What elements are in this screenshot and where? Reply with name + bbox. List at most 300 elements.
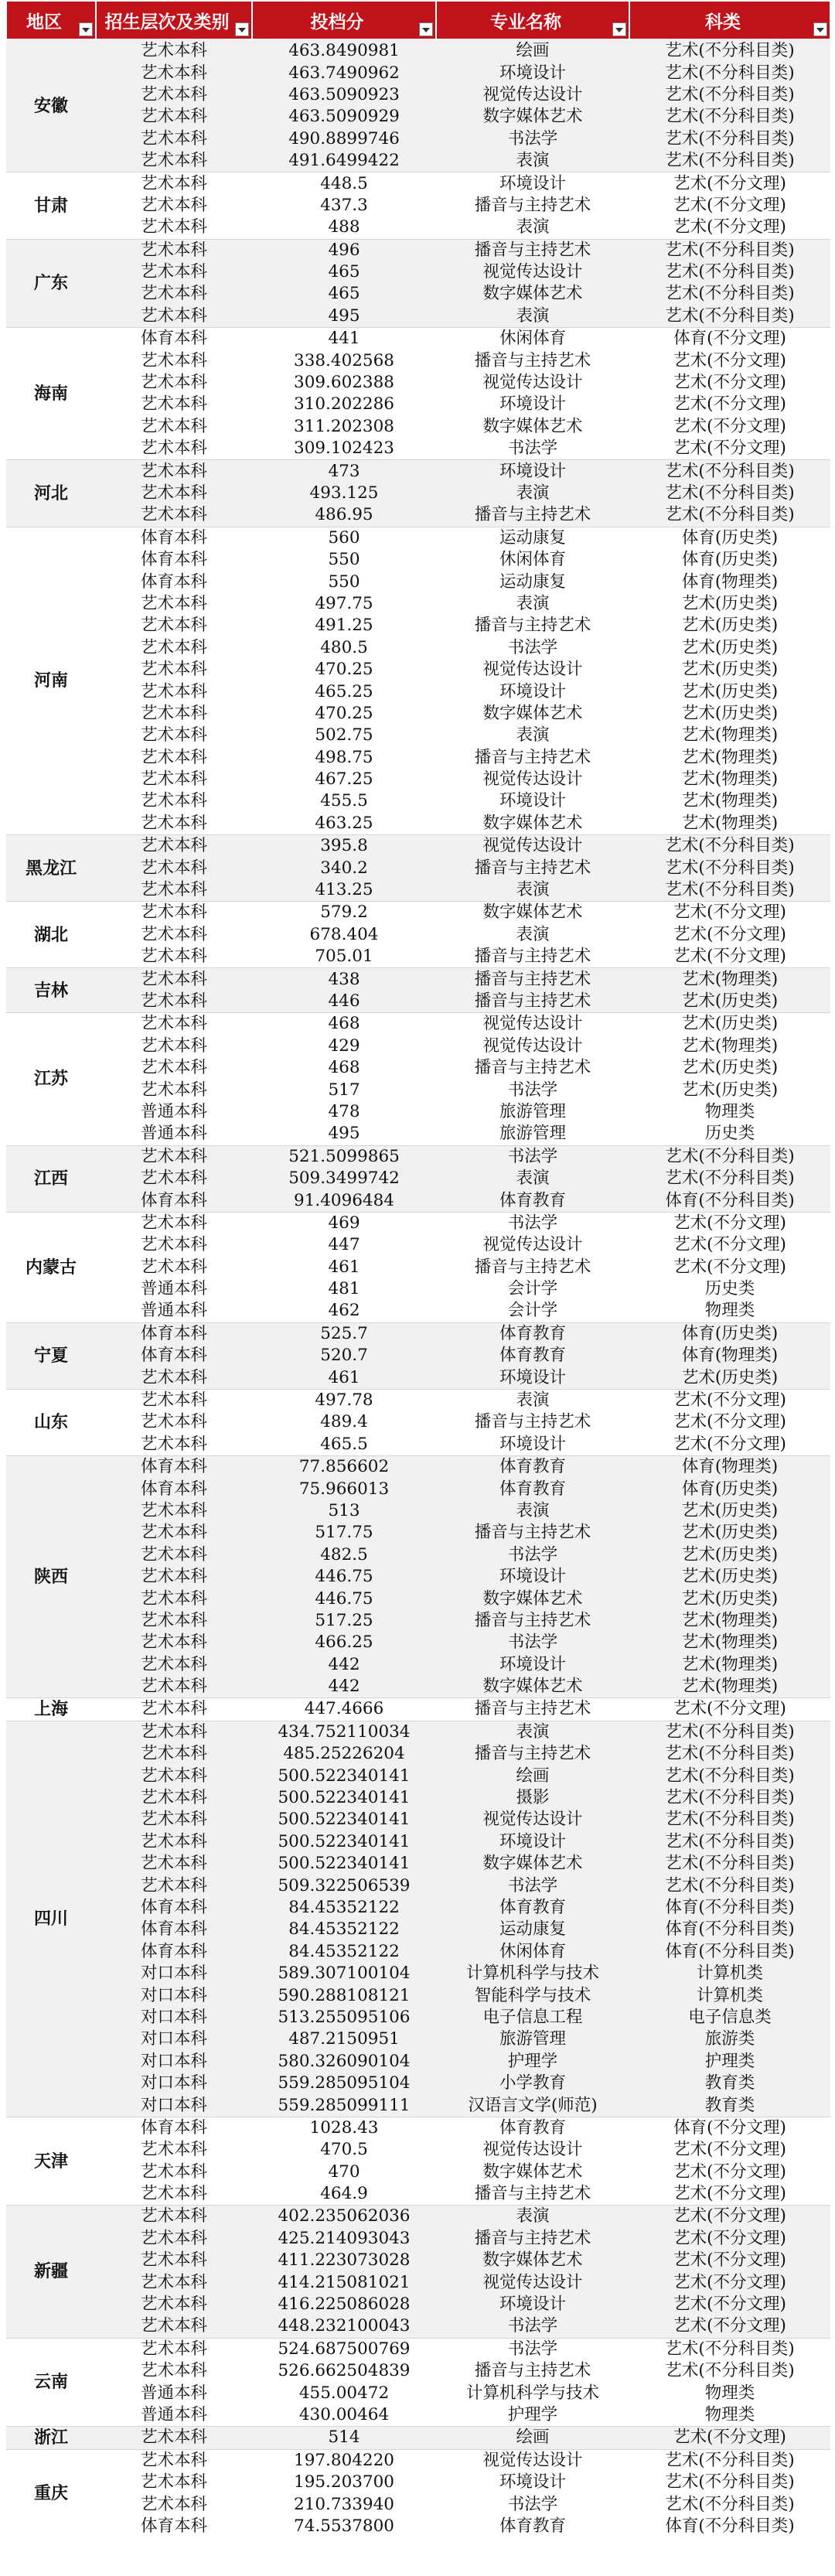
- region-cell[interactable]: 河北: [6, 460, 96, 527]
- score-cell[interactable]: 446: [252, 991, 436, 1013]
- major-cell[interactable]: 运动康复: [436, 571, 629, 592]
- category-cell[interactable]: 普通本科: [96, 1123, 252, 1145]
- filter-dropdown-icon[interactable]: [419, 22, 433, 36]
- major-cell[interactable]: 绘画: [436, 39, 629, 62]
- score-cell[interactable]: 463.25: [252, 813, 436, 835]
- category-cell[interactable]: 艺术本科: [96, 2472, 252, 2493]
- subject-type-cell[interactable]: 艺术(不分科目类): [629, 2493, 830, 2515]
- major-cell[interactable]: 数字媒体艺术: [436, 2161, 629, 2183]
- category-cell[interactable]: 艺术本科: [96, 1566, 252, 1588]
- category-cell[interactable]: 艺术本科: [96, 1831, 252, 1853]
- major-cell[interactable]: 播音与主持艺术: [436, 1256, 629, 1278]
- subject-type-cell[interactable]: 艺术(不分科目类): [629, 305, 830, 328]
- category-cell[interactable]: 艺术本科: [96, 902, 252, 924]
- region-cell[interactable]: 宁夏: [6, 1322, 96, 1389]
- subject-type-cell[interactable]: 艺术(不分科目类): [629, 2360, 830, 2382]
- score-cell[interactable]: 441: [252, 328, 436, 350]
- score-cell[interactable]: 491.25: [252, 615, 436, 636]
- score-cell[interactable]: 517.75: [252, 1522, 436, 1544]
- major-cell[interactable]: 环境设计: [436, 1831, 629, 1853]
- score-cell[interactable]: 705.01: [252, 946, 436, 968]
- major-cell[interactable]: 汉语言文学(师范): [436, 2094, 629, 2117]
- region-cell[interactable]: 山东: [6, 1389, 96, 1455]
- major-cell[interactable]: 视觉传达设计: [436, 1234, 629, 1256]
- region-cell[interactable]: 江苏: [6, 1013, 96, 1145]
- score-cell[interactable]: 414.215081021: [252, 2271, 436, 2293]
- subject-type-cell[interactable]: 艺术(不分文理): [629, 1389, 830, 1411]
- subject-type-cell[interactable]: 艺术(物理类): [629, 1632, 830, 1653]
- category-cell[interactable]: 艺术本科: [96, 261, 252, 283]
- subject-type-cell[interactable]: 计算机类: [629, 1984, 830, 2006]
- major-cell[interactable]: 数字媒体艺术: [436, 1853, 629, 1875]
- score-cell[interactable]: 517.25: [252, 1610, 436, 1632]
- category-cell[interactable]: 艺术本科: [96, 1434, 252, 1456]
- category-cell[interactable]: 艺术本科: [96, 1632, 252, 1653]
- subject-type-cell[interactable]: 艺术(不分文理): [629, 1234, 830, 1256]
- subject-type-cell[interactable]: 艺术(不分文理): [629, 350, 830, 371]
- subject-type-cell[interactable]: 体育(历史类): [629, 1322, 830, 1345]
- category-cell[interactable]: 艺术本科: [96, 1145, 252, 1168]
- category-cell[interactable]: 艺术本科: [96, 835, 252, 858]
- score-cell[interactable]: 470: [252, 2161, 436, 2183]
- major-cell[interactable]: 运动康复: [436, 527, 629, 549]
- score-cell[interactable]: 500.522340141: [252, 1809, 436, 1830]
- major-cell[interactable]: 播音与主持艺术: [436, 350, 629, 371]
- subject-type-cell[interactable]: 体育(物理类): [629, 1345, 830, 1366]
- category-cell[interactable]: 艺术本科: [96, 1743, 252, 1765]
- category-cell[interactable]: 艺术本科: [96, 106, 252, 128]
- category-cell[interactable]: 艺术本科: [96, 1698, 252, 1721]
- subject-type-cell[interactable]: 物理类: [629, 2404, 830, 2427]
- subject-type-cell[interactable]: 艺术(不分文理): [629, 1411, 830, 1433]
- category-cell[interactable]: 艺术本科: [96, 195, 252, 217]
- score-cell[interactable]: 197.804220: [252, 2449, 436, 2472]
- score-cell[interactable]: 77.856602: [252, 1456, 436, 1479]
- subject-type-cell[interactable]: 艺术(物理类): [629, 1036, 830, 1057]
- filter-dropdown-icon[interactable]: [235, 22, 249, 36]
- category-cell[interactable]: 艺术本科: [96, 1809, 252, 1830]
- subject-type-cell[interactable]: 艺术(历史类): [629, 1079, 830, 1100]
- category-cell[interactable]: 艺术本科: [96, 2206, 252, 2228]
- category-cell[interactable]: 普通本科: [96, 1278, 252, 1300]
- category-cell[interactable]: 艺术本科: [96, 2161, 252, 2183]
- score-cell[interactable]: 486.95: [252, 504, 436, 527]
- subject-type-cell[interactable]: 艺术(不分科目类): [629, 1853, 830, 1875]
- score-cell[interactable]: 210.733940: [252, 2493, 436, 2515]
- subject-type-cell[interactable]: 艺术(历史类): [629, 1013, 830, 1036]
- score-cell[interactable]: 500.522340141: [252, 1831, 436, 1853]
- score-cell[interactable]: 513.255095106: [252, 2007, 436, 2028]
- major-cell[interactable]: 播音与主持艺术: [436, 991, 629, 1013]
- subject-type-cell[interactable]: 艺术(不分文理): [629, 217, 830, 239]
- region-cell[interactable]: 重庆: [6, 2449, 96, 2537]
- major-cell[interactable]: 摄影: [436, 1787, 629, 1809]
- subject-type-cell[interactable]: 艺术(不分科目类): [629, 1809, 830, 1830]
- score-cell[interactable]: 434.752110034: [252, 1721, 436, 1743]
- region-cell[interactable]: 新疆: [6, 2206, 96, 2338]
- subject-type-cell[interactable]: 体育(物理类): [629, 1456, 830, 1479]
- category-cell[interactable]: 艺术本科: [96, 2139, 252, 2161]
- category-cell[interactable]: 艺术本科: [96, 1544, 252, 1566]
- subject-type-cell[interactable]: 艺术(不分文理): [629, 2271, 830, 2293]
- score-cell[interactable]: 550: [252, 571, 436, 592]
- score-cell[interactable]: 465: [252, 261, 436, 283]
- category-cell[interactable]: 艺术本科: [96, 1057, 252, 1079]
- score-cell[interactable]: 462: [252, 1300, 436, 1322]
- subject-type-cell[interactable]: 艺术(不分科目类): [629, 2449, 830, 2472]
- category-cell[interactable]: 对口本科: [96, 2007, 252, 2028]
- header-score[interactable]: [252, 1, 436, 39]
- header-region[interactable]: [6, 1, 96, 39]
- score-cell[interactable]: 395.8: [252, 835, 436, 858]
- major-cell[interactable]: 书法学: [436, 1875, 629, 1896]
- subject-type-cell[interactable]: 艺术(不分科目类): [629, 128, 830, 150]
- header-category[interactable]: [96, 1, 252, 39]
- score-cell[interactable]: 448.232100043: [252, 2315, 436, 2338]
- score-cell[interactable]: 490.8899746: [252, 128, 436, 150]
- category-cell[interactable]: 艺术本科: [96, 790, 252, 812]
- score-cell[interactable]: 488: [252, 217, 436, 239]
- major-cell[interactable]: 旅游管理: [436, 1123, 629, 1145]
- major-cell[interactable]: 播音与主持艺术: [436, 946, 629, 968]
- region-cell[interactable]: 湖北: [6, 902, 96, 968]
- category-cell[interactable]: 艺术本科: [96, 305, 252, 328]
- major-cell[interactable]: 书法学: [436, 1079, 629, 1100]
- score-cell[interactable]: 311.202308: [252, 416, 436, 438]
- major-cell[interactable]: 表演: [436, 217, 629, 239]
- category-cell[interactable]: 艺术本科: [96, 857, 252, 879]
- header-subject-type[interactable]: [629, 1, 830, 39]
- category-cell[interactable]: 对口本科: [96, 1984, 252, 2006]
- region-cell[interactable]: 云南: [6, 2338, 96, 2427]
- major-cell[interactable]: 绘画: [436, 2427, 629, 2449]
- score-cell[interactable]: 513: [252, 1500, 436, 1522]
- major-cell[interactable]: 体育教育: [436, 2117, 629, 2139]
- category-cell[interactable]: 体育本科: [96, 1941, 252, 1963]
- subject-type-cell[interactable]: 物理类: [629, 2382, 830, 2404]
- major-cell[interactable]: 休闲体育: [436, 549, 629, 571]
- subject-type-cell[interactable]: 艺术(物理类): [629, 790, 830, 812]
- major-cell[interactable]: 视觉传达设计: [436, 2271, 629, 2293]
- subject-type-cell[interactable]: 艺术(历史类): [629, 1544, 830, 1566]
- score-cell[interactable]: 480.5: [252, 637, 436, 659]
- major-cell[interactable]: 会计学: [436, 1278, 629, 1300]
- category-cell[interactable]: 艺术本科: [96, 394, 252, 415]
- subject-type-cell[interactable]: 艺术(不分文理): [629, 2294, 830, 2315]
- score-cell[interactable]: 470.25: [252, 703, 436, 725]
- score-cell[interactable]: 590.288108121: [252, 1984, 436, 2006]
- score-cell[interactable]: 438: [252, 968, 436, 991]
- major-cell[interactable]: 播音与主持艺术: [436, 1743, 629, 1765]
- score-cell[interactable]: 487.2150951: [252, 2028, 436, 2050]
- major-cell[interactable]: 书法学: [436, 1145, 629, 1168]
- subject-type-cell[interactable]: 艺术(不分文理): [629, 2228, 830, 2250]
- filter-dropdown-icon[interactable]: [612, 22, 626, 36]
- score-cell[interactable]: 465: [252, 283, 436, 305]
- category-cell[interactable]: 艺术本科: [96, 2271, 252, 2293]
- score-cell[interactable]: 524.687500769: [252, 2338, 436, 2360]
- category-cell[interactable]: 艺术本科: [96, 1654, 252, 1676]
- category-cell[interactable]: 艺术本科: [96, 2183, 252, 2206]
- category-cell[interactable]: 体育本科: [96, 2516, 252, 2537]
- region-cell[interactable]: 河南: [6, 527, 96, 834]
- subject-type-cell[interactable]: 艺术(历史类): [629, 991, 830, 1013]
- category-cell[interactable]: 艺术本科: [96, 659, 252, 681]
- score-cell[interactable]: 430.00464: [252, 2404, 436, 2427]
- score-cell[interactable]: 589.307100104: [252, 1963, 436, 1984]
- category-cell[interactable]: 艺术本科: [96, 2449, 252, 2472]
- major-cell[interactable]: 播音与主持艺术: [436, 615, 629, 636]
- major-cell[interactable]: 播音与主持艺术: [436, 1522, 629, 1544]
- major-cell[interactable]: 数字媒体艺术: [436, 1676, 629, 1698]
- subject-type-cell[interactable]: 计算机类: [629, 1963, 830, 1984]
- category-cell[interactable]: 体育本科: [96, 527, 252, 549]
- major-cell[interactable]: 播音与主持艺术: [436, 2228, 629, 2250]
- major-cell[interactable]: 环境设计: [436, 460, 629, 483]
- category-cell[interactable]: 体育本科: [96, 549, 252, 571]
- score-cell[interactable]: 1028.43: [252, 2117, 436, 2139]
- major-cell[interactable]: 视觉传达设计: [436, 2139, 629, 2161]
- score-cell[interactable]: 525.7: [252, 1322, 436, 1345]
- region-cell[interactable]: 上海: [6, 1698, 96, 1721]
- category-cell[interactable]: 艺术本科: [96, 769, 252, 790]
- score-cell[interactable]: 442: [252, 1654, 436, 1676]
- subject-type-cell[interactable]: 电子信息类: [629, 2007, 830, 2028]
- subject-type-cell[interactable]: 艺术(历史类): [629, 615, 830, 636]
- category-cell[interactable]: 艺术本科: [96, 1522, 252, 1544]
- score-cell[interactable]: 678.404: [252, 924, 436, 946]
- subject-type-cell[interactable]: 艺术(不分文理): [629, 2427, 830, 2449]
- subject-type-cell[interactable]: 艺术(不分文理): [629, 946, 830, 968]
- region-cell[interactable]: 四川: [6, 1721, 96, 2117]
- score-cell[interactable]: 463.5090923: [252, 84, 436, 106]
- major-cell[interactable]: 小学教育: [436, 2073, 629, 2094]
- major-cell[interactable]: 数字媒体艺术: [436, 283, 629, 305]
- score-cell[interactable]: 521.5099865: [252, 1145, 436, 1168]
- major-cell[interactable]: 书法学: [436, 128, 629, 150]
- score-cell[interactable]: 309.102423: [252, 438, 436, 460]
- score-cell[interactable]: 517: [252, 1079, 436, 1100]
- subject-type-cell[interactable]: 艺术(不分文理): [629, 2315, 830, 2338]
- major-cell[interactable]: 环境设计: [436, 1654, 629, 1676]
- major-cell[interactable]: 表演: [436, 1168, 629, 1189]
- subject-type-cell[interactable]: 艺术(不分文理): [629, 1698, 830, 1721]
- category-cell[interactable]: 艺术本科: [96, 2493, 252, 2515]
- major-cell[interactable]: 播音与主持艺术: [436, 239, 629, 261]
- score-cell[interactable]: 309.602388: [252, 372, 436, 394]
- region-cell[interactable]: 黑龙江: [6, 835, 96, 902]
- subject-type-cell[interactable]: 艺术(不分科目类): [629, 106, 830, 128]
- category-cell[interactable]: 艺术本科: [96, 924, 252, 946]
- category-cell[interactable]: 普通本科: [96, 2382, 252, 2404]
- major-cell[interactable]: 视觉传达设计: [436, 84, 629, 106]
- filter-dropdown-icon[interactable]: [79, 22, 93, 36]
- major-cell[interactable]: 播音与主持艺术: [436, 857, 629, 879]
- major-cell[interactable]: 数字媒体艺术: [436, 416, 629, 438]
- header-major[interactable]: [436, 1, 629, 39]
- category-cell[interactable]: 艺术本科: [96, 681, 252, 702]
- subject-type-cell[interactable]: 艺术(不分文理): [629, 2139, 830, 2161]
- subject-type-cell[interactable]: 艺术(历史类): [629, 1500, 830, 1522]
- major-cell[interactable]: 数字媒体艺术: [436, 703, 629, 725]
- score-cell[interactable]: 91.4096484: [252, 1189, 436, 1212]
- score-cell[interactable]: 482.5: [252, 1544, 436, 1566]
- score-cell[interactable]: 461: [252, 1256, 436, 1278]
- score-cell[interactable]: 496: [252, 239, 436, 261]
- major-cell[interactable]: 环境设计: [436, 790, 629, 812]
- major-cell[interactable]: 书法学: [436, 1544, 629, 1566]
- category-cell[interactable]: 艺术本科: [96, 460, 252, 483]
- category-cell[interactable]: 艺术本科: [96, 350, 252, 371]
- category-cell[interactable]: 艺术本科: [96, 637, 252, 659]
- subject-type-cell[interactable]: 艺术(不分科目类): [629, 39, 830, 62]
- region-cell[interactable]: 天津: [6, 2117, 96, 2206]
- category-cell[interactable]: 艺术本科: [96, 372, 252, 394]
- subject-type-cell[interactable]: 艺术(不分文理): [629, 1256, 830, 1278]
- subject-type-cell[interactable]: 艺术(不分科目类): [629, 1787, 830, 1809]
- score-cell[interactable]: 461: [252, 1366, 436, 1389]
- region-cell[interactable]: 江西: [6, 1145, 96, 1212]
- score-cell[interactable]: 465.5: [252, 1434, 436, 1456]
- score-cell[interactable]: 559.285099111: [252, 2094, 436, 2117]
- category-cell[interactable]: 对口本科: [96, 2073, 252, 2094]
- score-cell[interactable]: 491.6499422: [252, 150, 436, 172]
- subject-type-cell[interactable]: 艺术(不分文理): [629, 394, 830, 415]
- subject-type-cell[interactable]: 艺术(不分科目类): [629, 2338, 830, 2360]
- subject-type-cell[interactable]: 艺术(不分文理): [629, 2206, 830, 2228]
- score-cell[interactable]: 526.662504839: [252, 2360, 436, 2382]
- subject-type-cell[interactable]: 艺术(历史类): [629, 703, 830, 725]
- score-cell[interactable]: 447.4666: [252, 1698, 436, 1721]
- category-cell[interactable]: 体育本科: [96, 2117, 252, 2139]
- major-cell[interactable]: 播音与主持艺术: [436, 2183, 629, 2206]
- subject-type-cell[interactable]: 艺术(不分文理): [629, 2183, 830, 2206]
- major-cell[interactable]: 绘画: [436, 1765, 629, 1786]
- score-cell[interactable]: 509.3499742: [252, 1168, 436, 1189]
- subject-type-cell[interactable]: 体育(不分科目类): [629, 1941, 830, 1963]
- score-cell[interactable]: 416.225086028: [252, 2294, 436, 2315]
- category-cell[interactable]: 艺术本科: [96, 2250, 252, 2271]
- major-cell[interactable]: 书法学: [436, 2493, 629, 2515]
- major-cell[interactable]: 体育教育: [436, 2516, 629, 2537]
- major-cell[interactable]: 视觉传达设计: [436, 1013, 629, 1036]
- score-cell[interactable]: 478: [252, 1101, 436, 1123]
- filter-dropdown-icon[interactable]: [813, 22, 827, 36]
- major-cell[interactable]: 表演: [436, 1721, 629, 1743]
- score-cell[interactable]: 411.223073028: [252, 2250, 436, 2271]
- score-cell[interactable]: 580.326090104: [252, 2051, 436, 2073]
- major-cell[interactable]: 环境设计: [436, 394, 629, 415]
- score-cell[interactable]: 514: [252, 2427, 436, 2449]
- score-cell[interactable]: 497.78: [252, 1389, 436, 1411]
- category-cell[interactable]: 艺术本科: [96, 813, 252, 835]
- major-cell[interactable]: 智能科学与技术: [436, 1984, 629, 2006]
- major-cell[interactable]: 表演: [436, 483, 629, 504]
- score-cell[interactable]: 495: [252, 1123, 436, 1145]
- subject-type-cell[interactable]: 艺术(不分科目类): [629, 150, 830, 172]
- major-cell[interactable]: 播音与主持艺术: [436, 195, 629, 217]
- subject-type-cell[interactable]: 艺术(历史类): [629, 659, 830, 681]
- subject-type-cell[interactable]: 艺术(不分文理): [629, 1212, 830, 1234]
- subject-type-cell[interactable]: 护理类: [629, 2051, 830, 2073]
- major-cell[interactable]: 播音与主持艺术: [436, 1057, 629, 1079]
- category-cell[interactable]: 艺术本科: [96, 2338, 252, 2360]
- major-cell[interactable]: 环境设计: [436, 1434, 629, 1456]
- major-cell[interactable]: 数字媒体艺术: [436, 902, 629, 924]
- major-cell[interactable]: 环境设计: [436, 1566, 629, 1588]
- major-cell[interactable]: 播音与主持艺术: [436, 2360, 629, 2382]
- category-cell[interactable]: 对口本科: [96, 2094, 252, 2117]
- subject-type-cell[interactable]: 艺术(不分科目类): [629, 1743, 830, 1765]
- category-cell[interactable]: 艺术本科: [96, 39, 252, 62]
- category-cell[interactable]: 艺术本科: [96, 1875, 252, 1896]
- subject-type-cell[interactable]: 艺术(不分文理): [629, 924, 830, 946]
- major-cell[interactable]: 体育教育: [436, 1478, 629, 1500]
- subject-type-cell[interactable]: 艺术(物理类): [629, 813, 830, 835]
- subject-type-cell[interactable]: 艺术(历史类): [629, 1366, 830, 1389]
- subject-type-cell[interactable]: 体育(历史类): [629, 527, 830, 549]
- subject-type-cell[interactable]: 旅游类: [629, 2028, 830, 2050]
- subject-type-cell[interactable]: 艺术(不分科目类): [629, 1875, 830, 1896]
- score-cell[interactable]: 413.25: [252, 879, 436, 902]
- major-cell[interactable]: 书法学: [436, 637, 629, 659]
- category-cell[interactable]: 艺术本科: [96, 615, 252, 636]
- category-cell[interactable]: 艺术本科: [96, 1079, 252, 1100]
- score-cell[interactable]: 520.7: [252, 1345, 436, 1366]
- category-cell[interactable]: 艺术本科: [96, 128, 252, 150]
- score-cell[interactable]: 509.322506539: [252, 1875, 436, 1896]
- subject-type-cell[interactable]: 艺术(物理类): [629, 1676, 830, 1698]
- major-cell[interactable]: 数字媒体艺术: [436, 813, 629, 835]
- region-cell[interactable]: 安徽: [6, 39, 96, 172]
- major-cell[interactable]: 视觉传达设计: [436, 372, 629, 394]
- category-cell[interactable]: 艺术本科: [96, 239, 252, 261]
- category-cell[interactable]: 艺术本科: [96, 747, 252, 769]
- subject-type-cell[interactable]: 艺术(物理类): [629, 1654, 830, 1676]
- score-cell[interactable]: 463.5090929: [252, 106, 436, 128]
- category-cell[interactable]: 艺术本科: [96, 416, 252, 438]
- category-cell[interactable]: 艺术本科: [96, 150, 252, 172]
- major-cell[interactable]: 体育教育: [436, 1456, 629, 1479]
- category-cell[interactable]: 体育本科: [96, 1322, 252, 1345]
- score-cell[interactable]: 500.522340141: [252, 1853, 436, 1875]
- score-cell[interactable]: 469: [252, 1212, 436, 1234]
- subject-type-cell[interactable]: 艺术(不分科目类): [629, 460, 830, 483]
- score-cell[interactable]: 481: [252, 1278, 436, 1300]
- score-cell[interactable]: 84.45352122: [252, 1897, 436, 1919]
- major-cell[interactable]: 表演: [436, 593, 629, 615]
- subject-type-cell[interactable]: 艺术(不分科目类): [629, 2472, 830, 2493]
- category-cell[interactable]: 普通本科: [96, 2404, 252, 2427]
- major-cell[interactable]: 体育教育: [436, 1897, 629, 1919]
- category-cell[interactable]: 体育本科: [96, 1189, 252, 1212]
- major-cell[interactable]: 视觉传达设计: [436, 769, 629, 790]
- region-cell[interactable]: 甘肃: [6, 172, 96, 239]
- category-cell[interactable]: 艺术本科: [96, 504, 252, 527]
- score-cell[interactable]: 463.7490962: [252, 62, 436, 84]
- major-cell[interactable]: 计算机科学与技术: [436, 1963, 629, 1984]
- score-cell[interactable]: 498.75: [252, 747, 436, 769]
- subject-type-cell[interactable]: 艺术(不分科目类): [629, 857, 830, 879]
- score-cell[interactable]: 465.25: [252, 681, 436, 702]
- score-cell[interactable]: 473: [252, 460, 436, 483]
- score-cell[interactable]: 463.8490981: [252, 39, 436, 62]
- major-cell[interactable]: 数字媒体艺术: [436, 1588, 629, 1609]
- score-cell[interactable]: 455.00472: [252, 2382, 436, 2404]
- subject-type-cell[interactable]: 艺术(历史类): [629, 681, 830, 702]
- category-cell[interactable]: 艺术本科: [96, 1234, 252, 1256]
- subject-type-cell[interactable]: 体育(不分科目类): [629, 1897, 830, 1919]
